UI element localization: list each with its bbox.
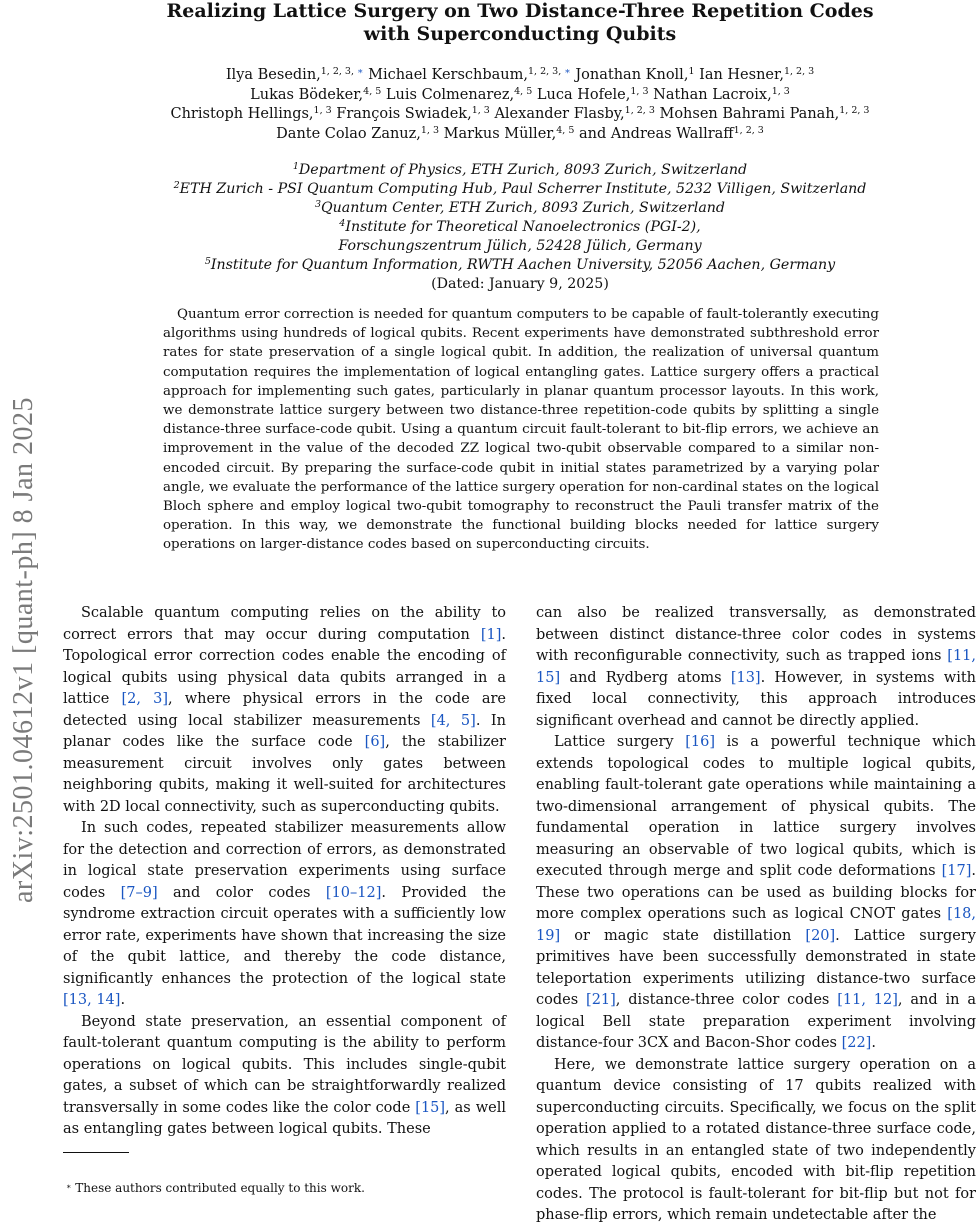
affiliation-number: 2 [173, 180, 180, 191]
citation-link: [11, 12] [837, 992, 898, 1008]
author-affiliation-marks: 1, 3 [771, 85, 790, 97]
affiliation-number: 1 [292, 161, 299, 172]
citation-link: [13] [730, 669, 761, 686]
author-affiliation-marks: 1, 3 [471, 105, 490, 116]
equal-contribution-mark: ∗ [564, 66, 571, 77]
body-column-left [63, 603, 506, 1141]
author-name: Luca Hofele, [536, 86, 631, 103]
affiliation-number: 3 [314, 199, 321, 210]
citation-link: [22] [841, 1035, 872, 1051]
arxiv-sidebar [0, 0, 48, 1200]
paragraph: can also be realized transversally, as demonstrated between distinct distance-three color codes in systems with reconfigurable connectivity, such as trapped ions [11, 15] and Rydberg atoms [13]. However, in systems with fixed local connectivity, this approach introduces significant overhead and cannot be directly applied. [536, 605, 976, 729]
author [276, 126, 439, 142]
paragraph: Here, we demonstrate lattice surgery operation on a quantum device consisting of 17 qubits realized with superconducting circuits. Specifically, we focus on the split operation applied to a rotated distance-three surface code, which results in an entangled state of two independently operated logical qubits, encoded with bit-flip repetition codes. The protocol is fault-tolerant for bit-flip but not for phase-flip errors, which remain undetectable after the [536, 1056, 976, 1223]
affiliation-text: Quantum Center, ETH Zurich, 8093 Zurich, Switzerland [321, 200, 726, 216]
author-affiliation-marks: 1, 3 [630, 85, 649, 97]
footnote-mark: ∗ [66, 1182, 72, 1191]
author-affiliation-marks: 1, 2, 3 [624, 105, 655, 116]
author-affiliation-marks: 1, 2, 3 [839, 105, 870, 116]
author [336, 106, 490, 122]
dated-line: (Dated: January 9, 2025) [431, 276, 609, 292]
author-affiliation-marks: 1, 2, 3 [733, 124, 764, 136]
author-affiliation-marks: 1, 2, 3 [783, 66, 815, 77]
author-affiliation-marks: 1, 3 [313, 105, 332, 116]
footnote-rule [63, 1152, 129, 1153]
author-name: Luis Colmenarez, [385, 86, 515, 103]
citation-link: [10–12] [325, 884, 382, 901]
author-name: François Swiadek, [336, 106, 472, 122]
paragraph: In such codes, repeated stabilizer measurements allow for the detection and correction of errors, as demonstrated in logical state preservation experiments using surface codes [7–9] and color codes [10–12]. Provided the syndrome extraction circuit operates with a sufficiently low error rate, experiments have shown that increasing the size of the qubit lattice, and thereby the code distance, significantly enhances the protection of the logical state [13, 14]. [63, 820, 507, 1008]
citation-link: [16] [685, 734, 715, 750]
author [699, 67, 814, 83]
abstract: Quantum error correction is needed for quantum computers to be capable of fault-tolerantly executing algorithms using hundreds of logical qubits. Recent experiments have demonstrated subthreshold error rates for state preservation of a single logical qubit. In addition, the realization of universal quantum computation requires the implementation of logical entangling gates. Lattice surgery offers a practical approach for implementing such gates, particularly in planar quantum processor layouts. In this work, we demonstrate lattice surgery between two distance-three repetition-code qubits by splitting a single distance-three surface-code qubit. Using a quantum circuit fault-tolerant to bit-flip errors, we achieve an improvement in the value of the decoded ZZ logical two-qubit observable compared to a similar non-encoded circuit. By preparing the surface-code qubit in initial states parametrized by a varying polar angle, we evaluate the performance of the lattice surgery operation for non-cardinal states on the logical Bloch sphere and employ logical two-qubit tomography to reconstruct the Pauli transfer matrix of the operation. In this way, we demonstrate the functional building blocks needed for lattice surgery operations on larger-distance codes based on superconducting circuits. [163, 307, 879, 553]
citation-link: [13, 14] [63, 992, 121, 1008]
affiliation [100, 218, 940, 237]
author-name: Michael Kerschbaum, [368, 67, 529, 83]
author [537, 87, 649, 103]
affiliation-number: 5 [204, 256, 211, 267]
author [575, 67, 694, 83]
author-affiliation-marks: 1, 2, 3, ∗ [528, 66, 571, 77]
citation-link: [17] [941, 863, 972, 879]
footnote-text: These authors contributed equally to this work. [75, 1181, 365, 1195]
citation-link: [15] [415, 1099, 446, 1116]
affiliation [100, 180, 940, 199]
author [386, 87, 532, 103]
citation-link: [6] [364, 734, 386, 750]
affiliation-text: Forschungszentrum Jülich, 52428 Jülich, Germany [338, 238, 702, 254]
author-affiliation-marks: 4, 5 [556, 124, 575, 136]
author-name: Ian Hesner, [699, 67, 784, 83]
affiliation-text: Institute for Theoretical Nanoelectronics (PGI-2), [345, 219, 701, 235]
author-line [100, 105, 940, 125]
author [659, 106, 869, 122]
author-name: Dante Colao Zanuz, [276, 125, 421, 142]
citation-link: [1] [480, 626, 502, 643]
citation-link: [7–9] [120, 884, 158, 901]
paragraph: Lattice surgery [16] is a powerful technique which extends topological codes to multiple logical qubits, enabling fault-tolerant gate operations while maintaining a two-dimensional arrangement of physical qubits. The fundamental operation in lattice surgery involves measuring an observable of two logical qubits, which is executed through merge and split code deformations [17]. These two operations can be used as building blocks for more complex operations such as logical CNOT gates [18, 19] or magic state distillation [20]. Lattice surgery primitives have been successfully demonstrated in state teleportation experiments utilizing distance-two surface codes [21], distance-three color codes [11, 12], and in a logical Bell state preparation experiment involving distance-four 3CX and Bacon-Shor codes [22]. [536, 734, 977, 1051]
author [653, 87, 790, 103]
citation-link: [20] [805, 927, 836, 944]
affiliation-text: Department of Physics, ETH Zurich, 8093 Zurich, Switzerland [298, 162, 748, 178]
affiliation-number: 4 [339, 218, 346, 229]
author-name: Ilya Besedin, [225, 67, 321, 83]
paper-title [120, 0, 920, 46]
affiliation [100, 256, 940, 275]
citation-link: [21] [586, 992, 616, 1008]
author [171, 106, 332, 122]
author-name: Jonathan Knoll, [575, 67, 689, 83]
author-affiliation-marks: 1 [688, 66, 695, 77]
author-line [100, 125, 940, 145]
affiliation-text: Institute for Quantum Information, RWTH Aachen University, 52056 Aachen, Germany [210, 257, 836, 273]
author-name: Alexander Flasby, [494, 106, 625, 122]
author-affiliation-marks: 4, 5 [363, 85, 382, 97]
affiliation [100, 199, 940, 218]
affiliation-list [100, 161, 940, 275]
arxiv-identifier: arXiv:2501.04612v1 [quant-ph] 8 Jan 2025 [8, 396, 39, 904]
title-line-2: with Superconducting Qubits [363, 23, 677, 45]
citation-link: [2, 3] [121, 691, 168, 707]
author-name: Christoph Hellings, [170, 106, 314, 122]
author-affiliation-marks: 4, 5 [514, 85, 533, 97]
author [226, 67, 364, 83]
author-line [100, 86, 940, 106]
author-affiliation-marks: 1, 2, 3, ∗ [320, 66, 364, 77]
equal-contribution-mark: ∗ [357, 66, 364, 77]
footnote [66, 1181, 365, 1195]
affiliation [100, 161, 940, 180]
author [494, 106, 654, 122]
affiliations-block [100, 161, 940, 294]
author-affiliation-marks: 1, 3 [420, 124, 440, 136]
author-name: Nathan Lacroix, [653, 86, 772, 103]
citation-link: [11, 15] [536, 648, 976, 686]
author-list [100, 66, 940, 144]
author [444, 126, 575, 142]
author-name: Lukas Bödeker, [250, 86, 364, 103]
affiliation-text: ETH Zurich - PSI Quantum Computing Hub, Paul Scherrer Institute, 5232 Villigen, Switzerland [179, 181, 867, 197]
author-name: Mohsen Bahrami Panah, [659, 106, 840, 122]
author-name: Markus Müller, [443, 125, 557, 142]
author-line [100, 66, 940, 86]
citation-link: [18, 19] [536, 906, 976, 944]
affiliation [100, 237, 940, 256]
author [368, 67, 571, 83]
paragraph: Beyond state preservation, an essential component of fault-tolerant quantum computing is the ability to perform operations on logical qubits. This includes single-qubit gates, a subset of which can be straightforwardly realized transversally in some codes like the color code [15], as well as entangling gates between logical qubits. These [63, 1013, 506, 1137]
body-column-right [536, 603, 976, 1227]
author [579, 126, 764, 142]
author-name: and Andreas Wallraff [578, 125, 734, 142]
title-line-1: Realizing Lattice Surgery on Two Distance-Three Repetition Codes [166, 0, 874, 22]
paragraph: Scalable quantum computing relies on the ability to correct errors that may occur during computation [1]. Topological error correction codes enable the encoding of logical qubits using physical data qubits arranged in a lattice [2, 3], where physical errors in the code are detected using local stabilizer measurements [4, 5]. In planar codes like the surface code [6], the stabilizer measurement circuit involves only gates between neighboring qubits, making it well-suited for architectures with 2D local connectivity, such as superconducting qubits. [63, 605, 506, 815]
author [250, 87, 381, 103]
citation-link: [4, 5] [430, 712, 476, 729]
